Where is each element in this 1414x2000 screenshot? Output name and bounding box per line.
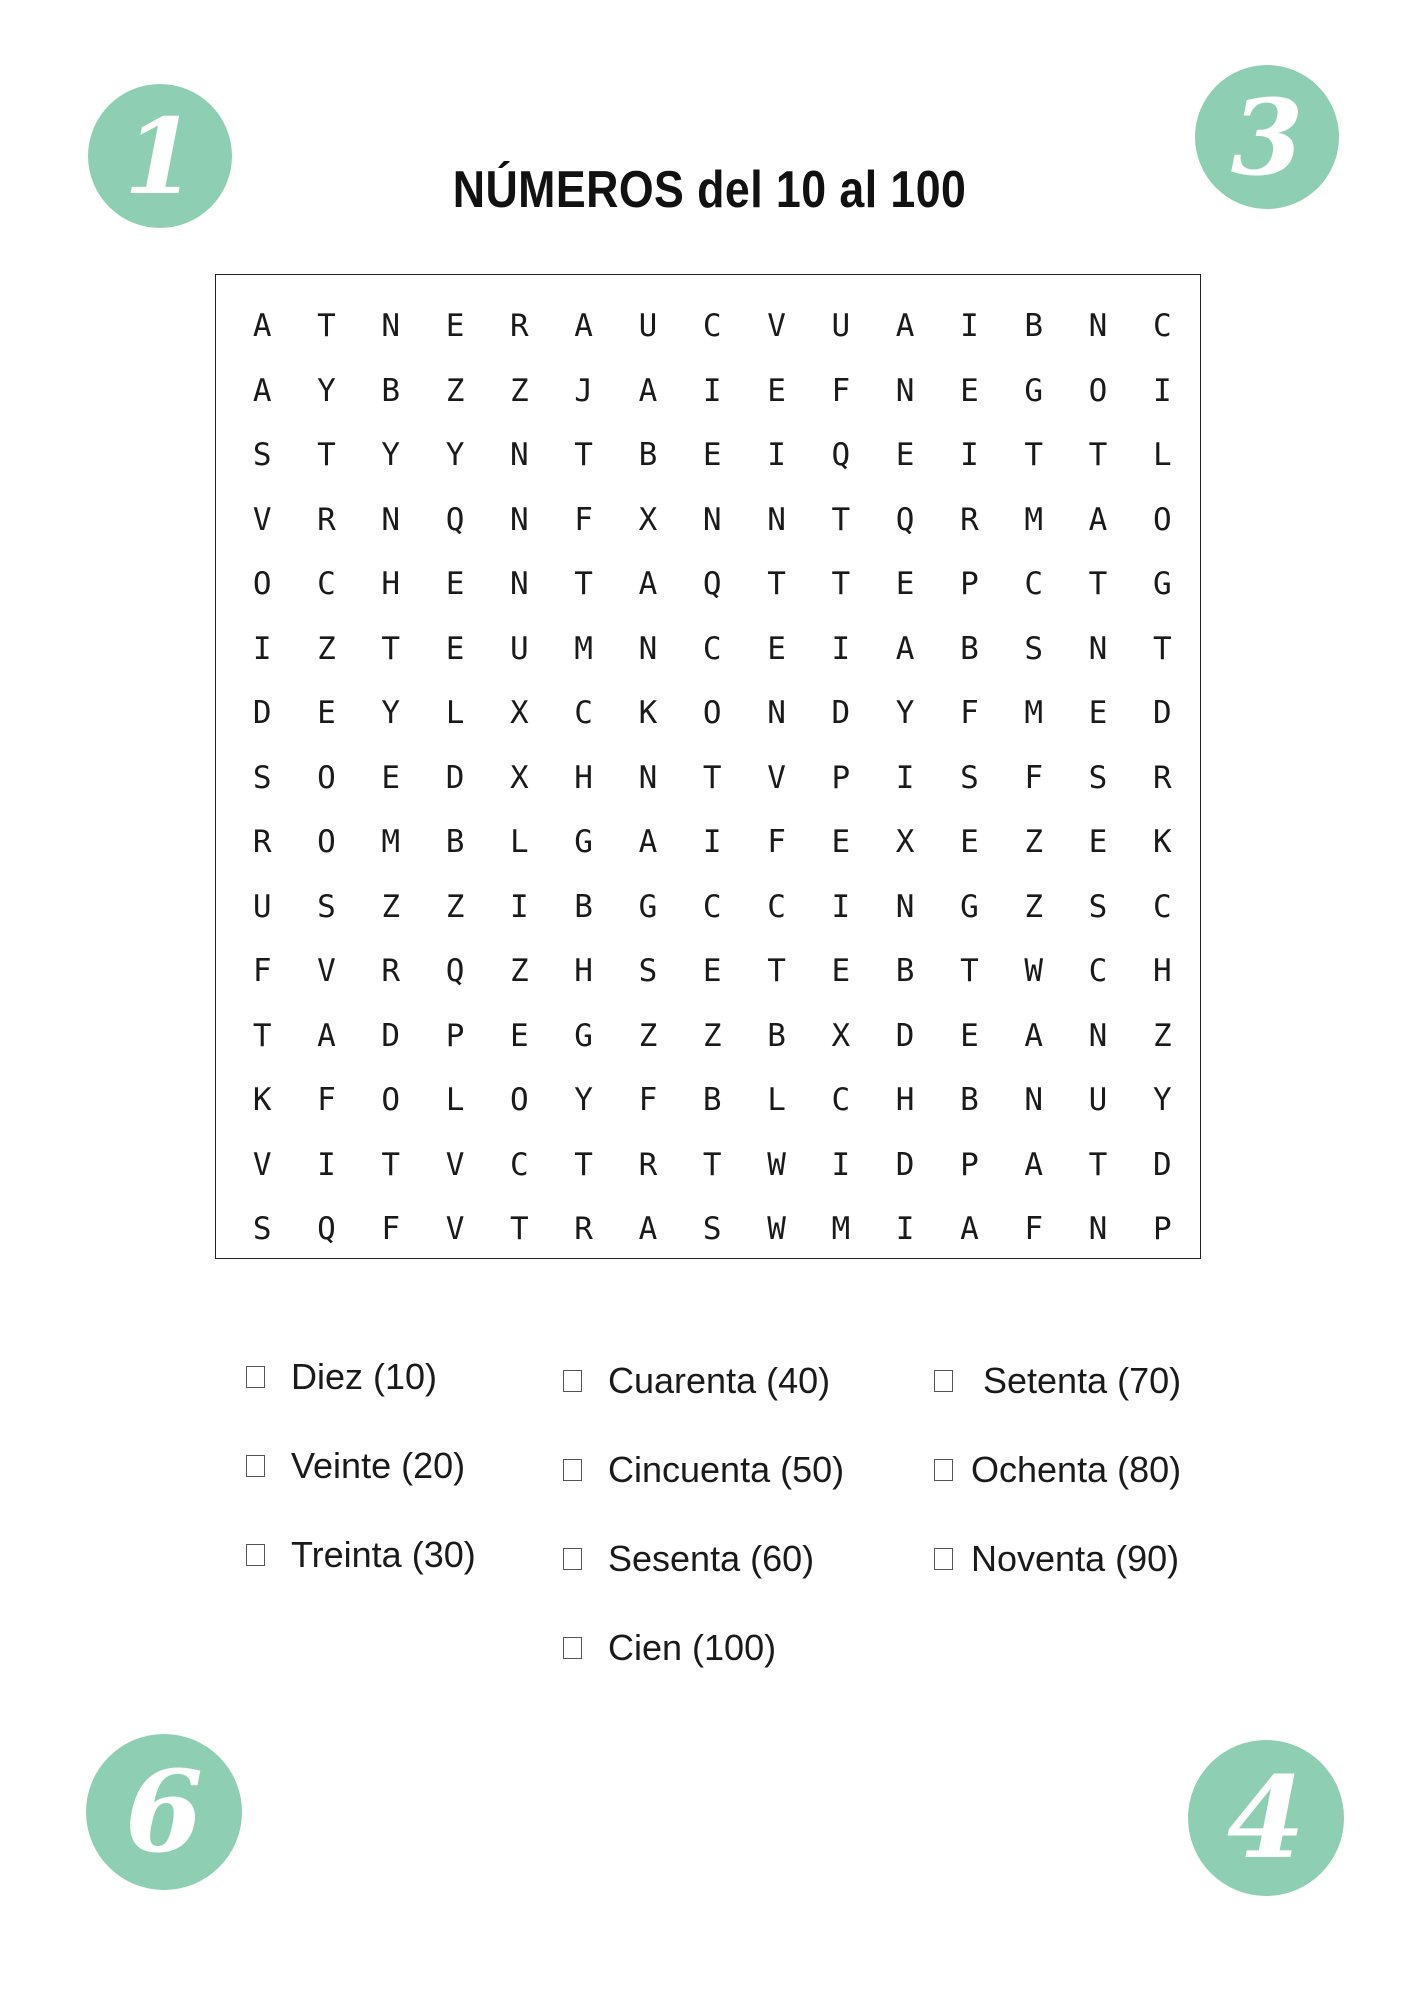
number-1-badge: 1 xyxy=(88,84,232,228)
word-item-cuarenta[interactable] xyxy=(563,1360,830,1402)
grid-letter[interactable]: D xyxy=(252,695,272,732)
checkbox[interactable] xyxy=(934,1459,953,1481)
grid-letter[interactable]: T xyxy=(831,566,851,603)
grid-letter[interactable]: F xyxy=(767,824,786,861)
grid-letter[interactable]: N xyxy=(638,630,658,667)
grid-letter[interactable]: C xyxy=(510,1146,529,1183)
grid-letter[interactable]: E xyxy=(767,630,786,667)
grid-letter[interactable]: O xyxy=(317,759,336,796)
grid-letter[interactable]: T xyxy=(960,953,979,990)
grid-letter[interactable]: E xyxy=(960,1017,979,1054)
grid-letter[interactable]: S xyxy=(1024,630,1044,667)
grid-letter[interactable]: I xyxy=(895,759,915,796)
grid-letter[interactable]: V xyxy=(317,953,336,990)
grid-letter[interactable]: E xyxy=(960,824,979,861)
grid-letter[interactable]: Y xyxy=(1152,1082,1172,1119)
grid-letter[interactable]: T xyxy=(574,1146,593,1183)
grid-letter[interactable]: T xyxy=(1152,630,1172,667)
grid-letter[interactable]: E xyxy=(767,372,786,409)
grid-letter[interactable]: O xyxy=(317,824,336,861)
grid-letter[interactable]: A xyxy=(1024,1146,1044,1183)
grid-letter[interactable]: B xyxy=(445,824,465,861)
grid-letter[interactable]: L xyxy=(1152,437,1172,474)
grid-letter[interactable]: D xyxy=(1152,1146,1172,1183)
grid-letter[interactable]: C xyxy=(574,695,593,732)
grid-letter[interactable]: A xyxy=(252,372,272,409)
grid-letter[interactable]: G xyxy=(574,1017,593,1054)
grid-letter[interactable]: O xyxy=(510,1082,529,1119)
word-label: Treinta (30) xyxy=(291,1534,476,1575)
grid-letter[interactable]: A xyxy=(638,566,658,603)
grid-letter[interactable]: Y xyxy=(381,437,401,474)
grid-letter[interactable]: E xyxy=(445,630,465,667)
grid-letter[interactable]: T xyxy=(767,566,786,603)
grid-letter[interactable]: N xyxy=(767,695,786,732)
grid-letter[interactable]: U xyxy=(510,630,529,667)
grid-letter[interactable]: I xyxy=(960,437,979,474)
grid-letter[interactable]: N xyxy=(510,566,529,603)
grid-letter[interactable]: F xyxy=(317,1082,336,1119)
grid-letter[interactable]: T xyxy=(381,630,401,667)
grid-letter[interactable]: S xyxy=(960,759,979,796)
number-4-badge: 4 xyxy=(1188,1740,1344,1896)
grid-letter[interactable]: G xyxy=(638,888,658,925)
grid-letter[interactable]: O xyxy=(381,1082,401,1119)
grid-letter[interactable]: N xyxy=(381,501,401,538)
grid-letter[interactable]: B xyxy=(895,953,915,990)
grid-letter[interactable]: E xyxy=(445,308,465,345)
grid-letter[interactable]: N xyxy=(1088,630,1108,667)
word-item-cincuenta[interactable] xyxy=(563,1449,844,1491)
grid-letter[interactable]: S xyxy=(1088,888,1108,925)
checkbox[interactable] xyxy=(563,1548,582,1570)
grid-letter[interactable]: T xyxy=(1024,437,1044,474)
grid-letter[interactable]: H xyxy=(574,759,593,796)
grid-letter[interactable]: G xyxy=(1024,372,1044,409)
grid-letter[interactable]: X xyxy=(510,759,529,796)
grid-letter[interactable]: E xyxy=(510,1017,529,1054)
grid-letter[interactable]: S xyxy=(317,888,336,925)
grid-letter[interactable]: X xyxy=(831,1017,851,1054)
grid-letter[interactable]: X xyxy=(510,695,529,732)
grid-letter[interactable]: I xyxy=(702,372,722,409)
grid-letter[interactable]: E xyxy=(381,759,401,796)
checkbox[interactable] xyxy=(246,1544,265,1566)
grid-letter[interactable]: W xyxy=(1024,953,1044,990)
grid-letter[interactable]: F xyxy=(638,1082,658,1119)
grid-letter[interactable]: T xyxy=(1088,437,1108,474)
checkbox[interactable] xyxy=(563,1459,582,1481)
grid-letter[interactable]: J xyxy=(574,372,593,409)
grid-letter[interactable]: I xyxy=(831,1146,851,1183)
grid-letter[interactable]: Q xyxy=(895,501,915,538)
grid-letter[interactable]: T xyxy=(317,308,336,345)
grid-letter[interactable]: A xyxy=(638,372,658,409)
grid-letter[interactable]: N xyxy=(638,759,658,796)
grid-letter[interactable]: K xyxy=(638,695,658,732)
grid-letter[interactable]: I xyxy=(960,308,979,345)
grid-letter[interactable]: U xyxy=(1088,1082,1108,1119)
grid-letter[interactable]: Q xyxy=(702,566,722,603)
word-label: Veinte (20) xyxy=(291,1445,466,1486)
grid-letter[interactable]: T xyxy=(574,566,593,603)
checkbox[interactable] xyxy=(246,1455,265,1477)
grid-letter[interactable]: B xyxy=(574,888,593,925)
grid-letter[interactable]: B xyxy=(638,437,658,474)
grid-letter[interactable]: V xyxy=(445,1146,465,1183)
grid-letter[interactable]: B xyxy=(960,630,979,667)
grid-letter[interactable]: L xyxy=(445,695,465,732)
grid-letter[interactable]: N xyxy=(895,372,915,409)
grid-letter[interactable]: A xyxy=(1088,501,1108,538)
grid-letter[interactable]: I xyxy=(317,1146,336,1183)
grid-letter[interactable]: Q xyxy=(831,437,851,474)
word-item-ochenta[interactable] xyxy=(934,1449,1181,1491)
grid-letter[interactable]: E xyxy=(702,437,722,474)
grid-letter[interactable]: L xyxy=(510,824,529,861)
grid-letter[interactable]: V xyxy=(252,1146,272,1183)
grid-letter[interactable]: R xyxy=(252,824,272,861)
grid-letter[interactable]: G xyxy=(1152,566,1172,603)
grid-letter[interactable]: N xyxy=(767,501,786,538)
grid-letter[interactable]: E xyxy=(445,566,465,603)
grid-letter[interactable]: N xyxy=(510,501,529,538)
grid-letter[interactable]: M xyxy=(381,824,401,861)
grid-letter[interactable]: A xyxy=(252,308,272,345)
grid-letter[interactable]: N xyxy=(702,501,722,538)
word-item-setenta[interactable] xyxy=(934,1360,1181,1402)
grid-letter[interactable]: C xyxy=(1152,308,1172,345)
grid-letter[interactable]: R xyxy=(638,1146,658,1183)
grid-letter[interactable]: E xyxy=(1088,695,1108,732)
word-item-cien[interactable] xyxy=(563,1627,776,1669)
grid-letter[interactable]: T xyxy=(767,953,786,990)
grid-letter[interactable]: D xyxy=(831,695,851,732)
word-label: Cincuenta (50) xyxy=(608,1449,845,1490)
grid-letter[interactable]: F xyxy=(574,501,593,538)
grid-letter[interactable]: N xyxy=(1088,1211,1108,1248)
grid-letter[interactable]: H xyxy=(895,1082,915,1119)
checkbox[interactable] xyxy=(563,1637,582,1659)
grid-letter[interactable]: A xyxy=(1024,1017,1044,1054)
grid-letter[interactable]: E xyxy=(895,566,915,603)
grid-letter[interactable]: Y xyxy=(574,1082,593,1119)
grid-letter[interactable]: Z xyxy=(1024,824,1044,861)
grid-letter[interactable]: C xyxy=(1024,566,1044,603)
grid-letter[interactable]: O xyxy=(1088,372,1108,409)
grid-letter[interactable]: N xyxy=(1088,1017,1108,1054)
grid-letter[interactable]: C xyxy=(702,630,722,667)
grid-letter[interactable]: U xyxy=(252,888,272,925)
grid-letter[interactable]: T xyxy=(1088,566,1108,603)
checkbox[interactable] xyxy=(934,1548,953,1570)
grid-letter[interactable]: A xyxy=(638,824,658,861)
grid-letter[interactable]: T xyxy=(317,437,336,474)
grid-letter[interactable]: P xyxy=(831,759,851,796)
grid-letter[interactable]: H xyxy=(381,566,401,603)
grid-letter[interactable]: T xyxy=(510,1211,529,1248)
grid-letter[interactable]: S xyxy=(252,1211,272,1248)
grid-letter[interactable]: D xyxy=(895,1146,915,1183)
grid-letter[interactable]: B xyxy=(960,1082,979,1119)
grid-letter[interactable]: T xyxy=(252,1017,272,1054)
word-item-veinte[interactable] xyxy=(246,1445,465,1487)
grid-letter[interactable]: N xyxy=(510,437,529,474)
grid-letter[interactable]: E xyxy=(831,953,851,990)
grid-letter[interactable]: B xyxy=(381,372,401,409)
word-label: Ochenta (80) xyxy=(971,1449,1182,1490)
grid-letter[interactable]: Z xyxy=(381,888,401,925)
grid-letter[interactable]: P xyxy=(960,566,979,603)
grid-letter[interactable]: Q xyxy=(445,501,465,538)
grid-letter[interactable]: C xyxy=(1088,953,1108,990)
grid-letter[interactable]: R xyxy=(317,501,336,538)
grid-letter[interactable]: F xyxy=(252,953,272,990)
grid-letter[interactable]: M xyxy=(831,1211,851,1248)
grid-letter[interactable]: W xyxy=(767,1146,786,1183)
grid-letter[interactable]: I xyxy=(702,824,722,861)
grid-letter[interactable]: T xyxy=(574,437,593,474)
grid-letter[interactable]: I xyxy=(767,437,786,474)
word-item-sesenta[interactable] xyxy=(563,1538,814,1580)
grid-letter[interactable]: Z xyxy=(510,953,529,990)
grid-letter[interactable]: N xyxy=(895,888,915,925)
grid-letter[interactable]: I xyxy=(831,888,851,925)
grid-letter[interactable]: Z xyxy=(510,372,529,409)
grid-letter[interactable]: P xyxy=(445,1017,465,1054)
grid-letter[interactable]: G xyxy=(960,888,979,925)
grid-letter[interactable]: F xyxy=(1024,1211,1044,1248)
grid-letter[interactable]: B xyxy=(1024,308,1044,345)
checkbox[interactable] xyxy=(246,1366,265,1388)
grid-letter[interactable]: L xyxy=(445,1082,465,1119)
grid-letter[interactable]: Z xyxy=(638,1017,658,1054)
grid-letter[interactable]: M xyxy=(1024,695,1044,732)
grid-letter[interactable]: Q xyxy=(445,953,465,990)
grid-letter[interactable]: Y xyxy=(895,695,915,732)
grid-letter[interactable]: I xyxy=(252,630,272,667)
grid-letter[interactable]: E xyxy=(1088,824,1108,861)
grid-letter[interactable]: S xyxy=(638,953,658,990)
grid-letter[interactable]: W xyxy=(767,1211,786,1248)
grid-letter[interactable]: O xyxy=(1152,501,1172,538)
word-label: Cuarenta (40) xyxy=(608,1360,831,1401)
grid-letter[interactable]: U xyxy=(638,308,658,345)
grid-letter[interactable]: P xyxy=(1152,1211,1172,1248)
grid-letter[interactable]: F xyxy=(381,1211,401,1248)
grid-letter[interactable]: L xyxy=(767,1082,786,1119)
grid-letter[interactable]: Z xyxy=(1152,1017,1172,1054)
word-search-grid xyxy=(215,274,1201,1259)
grid-letter[interactable]: M xyxy=(574,630,593,667)
word-label: Setenta (70) xyxy=(983,1360,1182,1401)
grid-letter[interactable]: R xyxy=(510,308,529,345)
grid-letter[interactable]: C xyxy=(1152,888,1172,925)
grid-letter[interactable]: O xyxy=(702,695,722,732)
number-3-badge: 3 xyxy=(1195,65,1339,209)
grid-letter[interactable]: T xyxy=(702,1146,722,1183)
grid-letter[interactable]: N xyxy=(1088,308,1108,345)
grid-letter[interactable]: K xyxy=(252,1082,272,1119)
grid-letter[interactable]: G xyxy=(574,824,593,861)
grid-letter[interactable]: T xyxy=(1088,1146,1108,1183)
word-label: Noventa (90) xyxy=(971,1538,1180,1579)
grid-letter[interactable]: R xyxy=(960,501,979,538)
grid-letter[interactable]: V xyxy=(767,759,786,796)
grid-letter[interactable]: Y xyxy=(445,437,465,474)
grid-letter[interactable]: E xyxy=(960,372,979,409)
grid-letter[interactable]: A xyxy=(638,1211,658,1248)
grid-letter[interactable]: U xyxy=(831,308,851,345)
grid-letter[interactable]: H xyxy=(574,953,593,990)
grid-letter[interactable]: B xyxy=(767,1017,786,1054)
grid-letter[interactable]: I xyxy=(895,1211,915,1248)
word-item-diez[interactable] xyxy=(246,1356,437,1398)
word-label: Sesenta (60) xyxy=(608,1538,815,1579)
grid-letter[interactable]: F xyxy=(831,372,851,409)
grid-letter[interactable]: I xyxy=(510,888,529,925)
grid-letter[interactable]: X xyxy=(895,824,915,861)
grid-letter[interactable]: A xyxy=(960,1211,979,1248)
grid-letter[interactable]: D xyxy=(381,1017,401,1054)
grid-letter[interactable]: N xyxy=(381,308,401,345)
grid-letter[interactable]: S xyxy=(1088,759,1108,796)
grid-letter[interactable]: M xyxy=(1024,501,1044,538)
grid-letter[interactable]: Z xyxy=(445,888,465,925)
grid-letter[interactable]: N xyxy=(1024,1082,1044,1119)
grid-letter[interactable]: E xyxy=(895,437,915,474)
word-label: Cien (100) xyxy=(608,1627,777,1668)
grid-letter[interactable]: C xyxy=(317,566,336,603)
grid-letter[interactable]: V xyxy=(252,501,272,538)
grid-letter[interactable]: R xyxy=(381,953,401,990)
grid-letter[interactable]: D xyxy=(1152,695,1172,732)
grid-letter[interactable]: T xyxy=(831,501,851,538)
grid-letter[interactable]: S xyxy=(252,437,272,474)
grid-letter[interactable]: T xyxy=(381,1146,401,1183)
grid-letter[interactable]: E xyxy=(317,695,336,732)
grid-letter[interactable]: E xyxy=(831,824,851,861)
checkbox[interactable] xyxy=(563,1370,582,1392)
checkbox[interactable] xyxy=(934,1370,953,1392)
grid-letter[interactable]: C xyxy=(702,308,722,345)
grid-letter[interactable]: X xyxy=(638,501,658,538)
grid-letter[interactable]: E xyxy=(702,953,722,990)
grid-letter[interactable]: D xyxy=(895,1017,915,1054)
grid-letter[interactable]: A xyxy=(317,1017,336,1054)
grid-letter[interactable]: D xyxy=(445,759,465,796)
grid-letter[interactable]: F xyxy=(960,695,979,732)
grid-letter[interactable]: I xyxy=(1152,372,1172,409)
grid-letter[interactable]: A xyxy=(574,308,593,345)
grid-letter[interactable]: C xyxy=(702,888,722,925)
grid-letter[interactable]: K xyxy=(1152,824,1172,861)
grid-letter[interactable]: S xyxy=(252,759,272,796)
grid-letter[interactable]: Y xyxy=(381,695,401,732)
word-item-noventa[interactable] xyxy=(934,1538,1179,1580)
grid-letter[interactable]: C xyxy=(767,888,786,925)
grid-letter[interactable]: Q xyxy=(317,1211,336,1248)
grid-letter[interactable]: O xyxy=(252,566,272,603)
grid-letter[interactable]: S xyxy=(702,1211,722,1248)
grid-letter[interactable]: Z xyxy=(702,1017,722,1054)
grid-letter[interactable]: R xyxy=(574,1211,593,1248)
grid-letter[interactable]: I xyxy=(831,630,851,667)
word-label: Diez (10) xyxy=(291,1356,438,1397)
grid-letter[interactable]: Z xyxy=(445,372,465,409)
grid-letter[interactable]: A xyxy=(895,630,915,667)
grid-letter[interactable]: Z xyxy=(1024,888,1044,925)
word-item-treinta[interactable] xyxy=(246,1534,476,1576)
grid-letter[interactable]: F xyxy=(1024,759,1044,796)
grid-letter[interactable]: V xyxy=(445,1211,465,1248)
grid-letter[interactable]: C xyxy=(831,1082,851,1119)
grid-letter[interactable]: V xyxy=(767,308,786,345)
grid-letter[interactable]: T xyxy=(702,759,722,796)
page-title: NÚMEROS del 10 al 100 xyxy=(452,161,967,219)
grid-letter[interactable]: B xyxy=(702,1082,722,1119)
grid-letter[interactable]: H xyxy=(1152,953,1172,990)
grid-letter[interactable]: Z xyxy=(317,630,336,667)
grid-letter[interactable]: R xyxy=(1152,759,1172,796)
number-6-badge: 6 xyxy=(86,1734,242,1890)
grid-letter[interactable]: P xyxy=(960,1146,979,1183)
grid-letter[interactable]: Y xyxy=(317,372,336,409)
grid-letter[interactable]: A xyxy=(895,308,915,345)
